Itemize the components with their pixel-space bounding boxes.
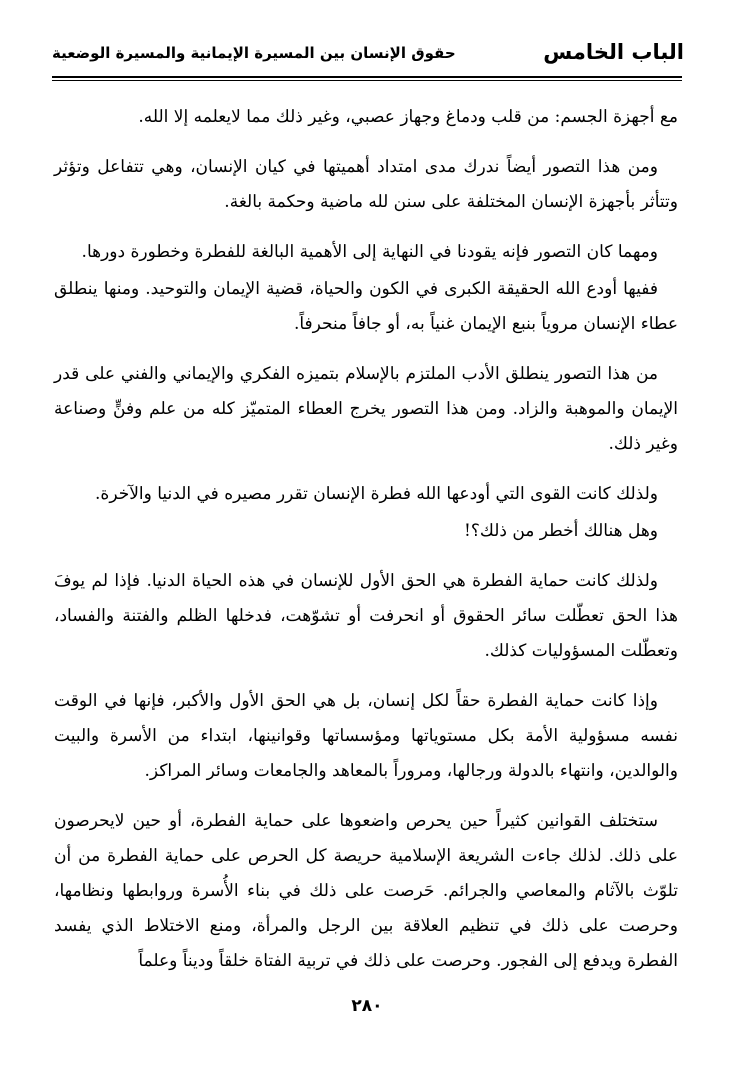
page-body: [54, 100, 678, 994]
paragraph: مع أجهزة الجسم: من قلب ودماغ وجهاز عصبي، وغير ذلك مما لايعلمه إلا الله.: [138, 107, 678, 127]
page-number: ٢٨٠: [351, 996, 383, 1016]
running-title: حقوق الإنسان بين المسيرة الإيمانية والمسيرة الوضعية: [52, 44, 456, 62]
paragraph: من هذا التصور ينطلق الأدب الملتزم بالإسلام بتميزه الفكري والإيماني والفني على قدر الإيمان والموهبة والزاد. ومن هذا التصور يخرج العطاء المتميّز كله من علم وفنٍّ وصناعة وغير ذلك.: [54, 364, 678, 454]
paragraph: ستختلف القوانين كثيراً حين يحرص واضعوها على حماية الفطرة، أو حين لايحرصون على ذلك. لذلك جاءت الشريعة الإسلامية حريصة كل الحرص على حماية الفطرة من أن تلوّث بالآثام والمعاصي والجرائم. حَرصت على ذلك في بناء الأُسرة وروابطها ونظامها، وحرصت على ذلك في تنظيم العلاقة بين الرجل والمرأة، ومنع الاختلاط الذي يفسد الفطرة ويدفع إلى الفجور. وحرصت على ذلك في تربية الفتاة خلقاً وديناً وعلماً: [54, 811, 678, 971]
paragraph: ولذلك كانت حماية الفطرة هي الحق الأول للإنسان في هذه الحياة الدنيا. فإذا لم يوفَ هذا الحق تعطّلت سائر الحقوق أو انحرفت أو تشوّهت، فدخلها الظلم والفتنة والفساد، وتعطّلت المسؤوليات كذلك.: [54, 571, 678, 661]
paragraph: وهل هنالك أخطر من ذلك؟!: [464, 521, 658, 541]
paragraph: وإذا كانت حماية الفطرة حقاً لكل إنسان، بل هي الحق الأول والأكبر، فإنها في الوقت نفسه مسؤولية الأمة بكل مستوياتها ومؤسساتها وقوانينها، ابتداء من الأسرة والبيت والوالدين، وانتهاء بالدولة ورجالها، ومروراً بالمعاهد والجامعات وسائر المراكز.: [54, 691, 678, 781]
header-divider: [52, 76, 682, 78]
header-divider-thin: [52, 80, 682, 81]
paragraph: ففيها أودع الله الحقيقة الكبرى في الكون والحياة، قضية الإيمان والتوحيد. ومنها ينطلق عطاء الإنسان مروياً بنبع الإيمان غنياً به، أو جافاً منحرفاً.: [54, 279, 678, 334]
paragraph: ولذلك كانت القوى التي أودعها الله فطرة الإنسان تقرر مصيره في الدنيا والآخرة.: [95, 484, 658, 504]
page-header: [52, 34, 684, 74]
chapter-title: الباب الخامس: [543, 40, 684, 64]
paragraph: ومهما كان التصور فإنه يقودنا في النهاية إلى الأهمية البالغة للفطرة وخطورة دورها.: [81, 242, 658, 262]
paragraph: ومن هذا التصور أيضاً ندرك مدى امتداد أهميتها في كيان الإنسان، وهي تتفاعل وتؤثر وتتأثر بأجهزة الإنسان المختلفة على سنن لله ماضية وحكمة بالغة.: [54, 157, 678, 212]
